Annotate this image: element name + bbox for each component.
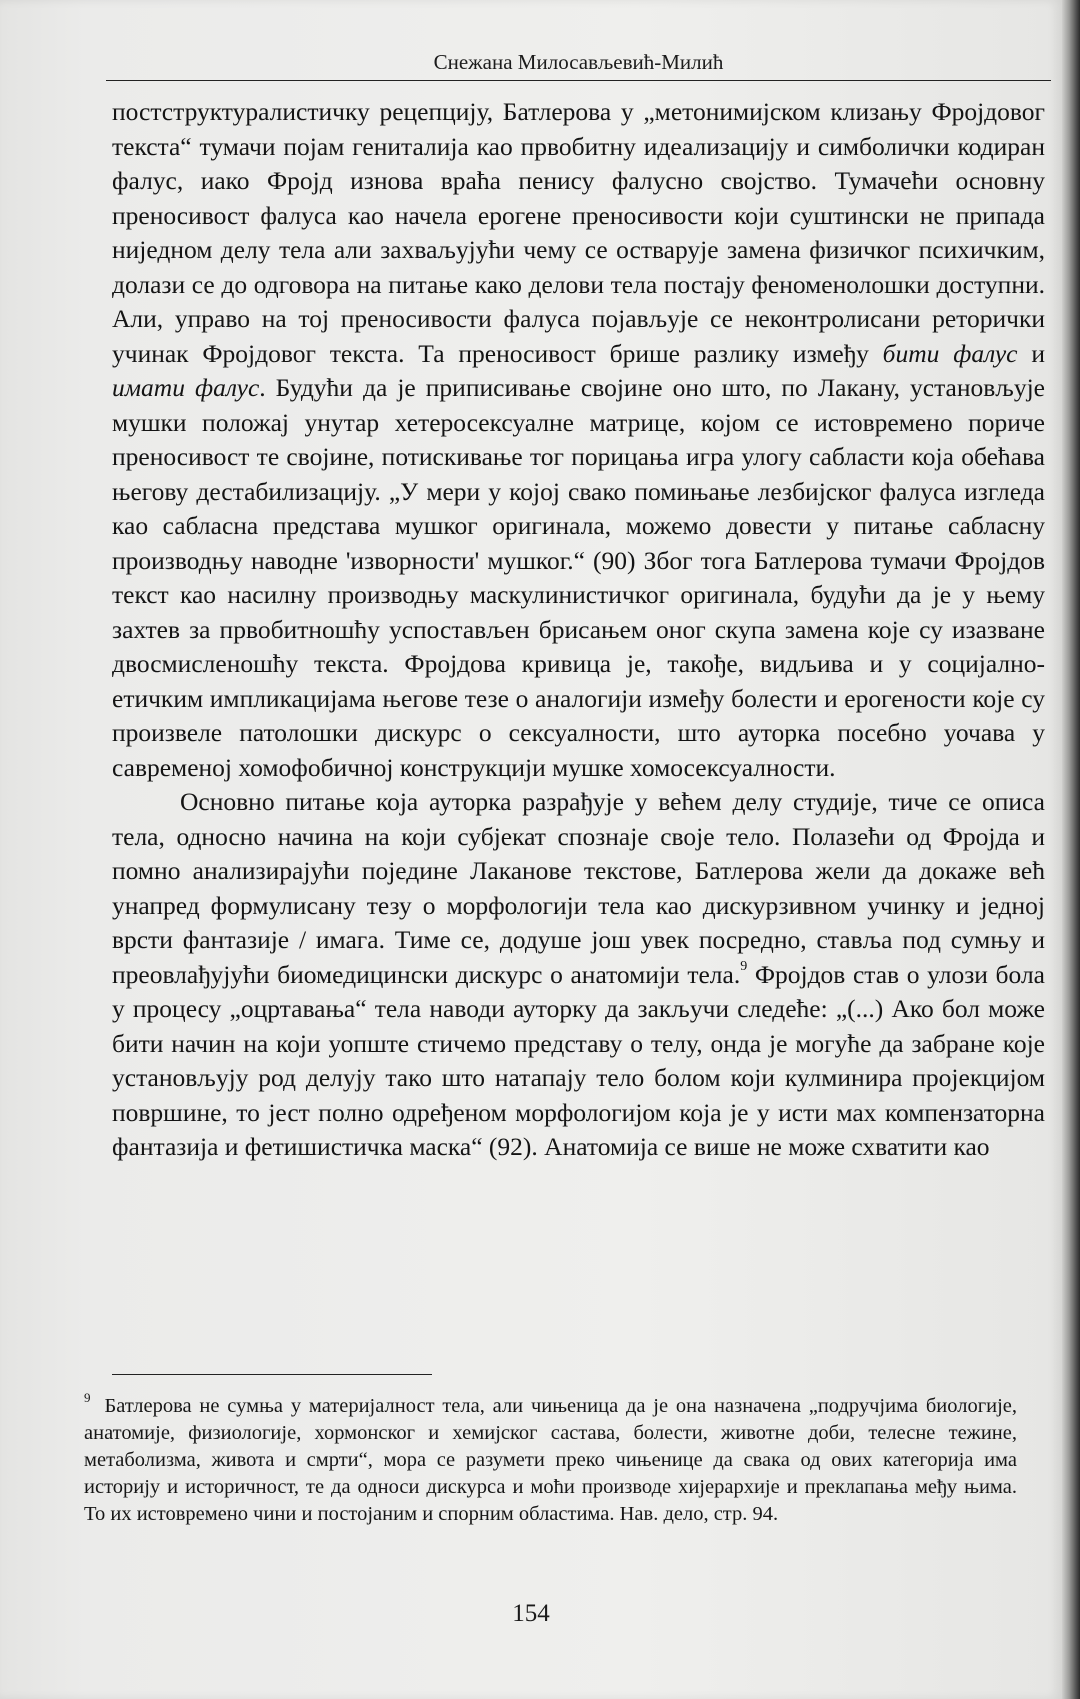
paragraph-text: и [1017,338,1045,368]
main-text [112,95,1045,1165]
page-number: 154 [512,1600,550,1627]
page-edge-shadow [1062,0,1080,1699]
footnote-rule [112,1374,432,1375]
footnote-reference[interactable]: 9 [740,958,748,974]
paragraph [112,785,1045,1165]
header-rule [106,80,1051,81]
footnote-number: 9 [84,1390,91,1405]
italic-phrase: бити фалус [882,338,1018,368]
paragraph-text: Фројдов став о улози бола у процесу „оцртавања“ тела наводи ауторку да закључи следеће: „(...) Ако бол може бити начин на који уопште стичемо представу о телу, онда је могуће да забране које установљују род делују тако што натапају тело болом који кулминира пројекцијом површине, то јест полно одређеном морфологијом која је у исти мах компензаторна фантазија и фетишистичка маска“ (92). Анатомија се више не може схватити као [112,959,1045,1161]
running-head: Снежана Милосављевић-Милић [433,50,724,74]
paragraph-text: . Будући да је приписивање својине оно што, по Лакану, установљује мушки положај унутар хетеросексуалне матрице, којом се истовремено пориче преносивост те својине, потискивање тог порицања игра улогу сабласти која обећава његову дестабилизацију. „У мери у којој свако помињање лезбијског фалуса изгледа као сабласна представа мушког оригинала, можемо довести у питање сабласну производњу наводне 'изворности' мушког.“ (90) Због тога Батлерова тумачи Фројдов текст као насилну производњу маскулинистичког оригинала, будући да је у њему захтев за првобитношћу успостављен брисањем оног скупа замена које су изазване двосмисленошћу текста. Фројдова кривица је, такође, видљива и у социјално-етичким импликацијама његове тезе о аналогији између болести и ерогености које су произвеле патолошки дискурс о сексуалности, што ауторка посебно уочава у савременој хомофобичној конструкцији мушке хомосексуалности. [112,373,1045,782]
footnote [84,1384,1017,1528]
italic-phrase: имати фалус [112,373,260,402]
footnote-text: Батлерова не сумња у материјалност тела, али чињеница да је она назначена „подручјима биологије, анатомије, физиологије, хормонског и хемијског састава, болести, животне доби, телесне тежине, метаболизма, живота и смрти“, мора се разумети преко чињенице да свака од ових категорија има историју и историчност, те да односи дискурса и моћи производе хијерархије и преклапања међу њима. То их истовремено чини и постојаним и спорним областима. Нав. дело, стр. 94. [84,1395,1017,1525]
paragraph-text: Основно питање која ауторка разрађује у већем делу студије, тиче се описа тела, односно начина на који субјекат спознаје своје тело. Полазећи од Фројда и помно анализирајући поједине Лаканове текстове, Батлерова жели да докаже већ унапред формулисану тезу о морфологији тела као дискурзивном учинку и једној врсти фантазије / имага. Тиме се, додуше још увек посредно, ставља под сумњу и преовлађујући биомедицински дискурс о анатомији тела. [112,787,1045,989]
paragraph-text: постструктуралистичку рецепцију, Батлерова у „метонимијском клизању Фројдовог текста“ тумачи појам гениталија као првобитну идеализацију и симболички кодиран фалус, иако Фројд изнова враћа пенису фалусно својство. Тумачећи основну преносивост фалуса као начела ерогене преносивости који суштински не припада ниједном делу тела али захваљујући чему се остварује замена физичког психичким, долази се до одговора на питање како делови тела постају феноменолошки доступни. Али, управо на тој преносивости фалуса појављује се неконтролисани реторички учинак Фројдовог текста. Та преносивост брише разлику између [112,97,1045,368]
paragraph-continued [112,95,1045,785]
